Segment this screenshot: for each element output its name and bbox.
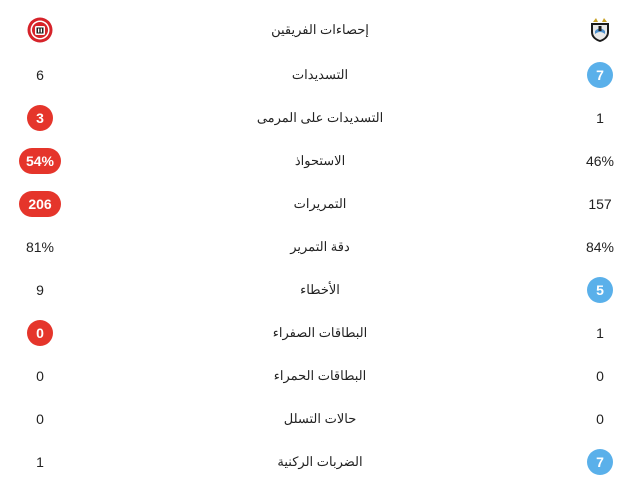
- away-value: 0: [596, 368, 604, 384]
- stat-label: دقة التمرير: [290, 239, 350, 254]
- home-value-highlight: 0: [27, 320, 53, 346]
- away-value: 1: [596, 325, 604, 341]
- home-value-highlight: 3: [27, 105, 53, 131]
- away-value: 46%: [585, 153, 615, 169]
- stat-row-passes: [0, 184, 640, 224]
- away-team-logo: [560, 10, 640, 50]
- stat-row-shots-on-target: [0, 98, 640, 138]
- away-value: 157: [588, 196, 612, 212]
- home-team-logo: [0, 10, 80, 50]
- away-value: 1: [596, 110, 604, 126]
- away-value-highlight: 5: [587, 277, 613, 303]
- stat-row-offsides: [0, 399, 640, 439]
- stat-label: حالات التسلل: [283, 411, 357, 426]
- stat-row-possession: [0, 141, 640, 181]
- away-value: 0: [596, 411, 604, 427]
- home-value: 0: [36, 368, 44, 384]
- stat-label: التسديدات على المرمى: [256, 110, 384, 125]
- stat-row-fouls: [0, 270, 640, 310]
- home-value: 1: [36, 454, 44, 470]
- stat-label: البطاقات الحمراء: [273, 368, 367, 383]
- brentford-crest-icon: [27, 17, 53, 43]
- stat-row-yellow-cards: [0, 313, 640, 353]
- home-value-highlight: 54%: [19, 148, 61, 174]
- stat-label: الضربات الركنية: [277, 454, 363, 469]
- stat-label: البطاقات الصفراء: [272, 325, 368, 340]
- away-value-highlight: 7: [587, 62, 613, 88]
- home-value: 0: [36, 411, 44, 427]
- home-value-highlight: 206: [19, 191, 61, 217]
- stat-label: التسديدات: [291, 67, 349, 82]
- stat-label: الأخطاء: [300, 282, 340, 297]
- stat-label: التمريرات: [293, 196, 347, 211]
- stats-title: إحصاءات الفريقين: [271, 22, 369, 37]
- stat-row-red-cards: [0, 356, 640, 396]
- away-value-highlight: 7: [587, 449, 613, 475]
- home-value: 9: [36, 282, 44, 298]
- stat-row-pass-accuracy: [0, 227, 640, 267]
- newcastle-crest-icon: [587, 17, 613, 43]
- stat-label: الاستحواذ: [294, 153, 346, 168]
- stats-header: [0, 10, 640, 50]
- stat-row-shots: [0, 55, 640, 95]
- home-value: 6: [36, 67, 44, 83]
- away-value: 84%: [585, 239, 615, 255]
- home-value: 81%: [25, 239, 55, 255]
- stat-row-corners: [0, 442, 640, 482]
